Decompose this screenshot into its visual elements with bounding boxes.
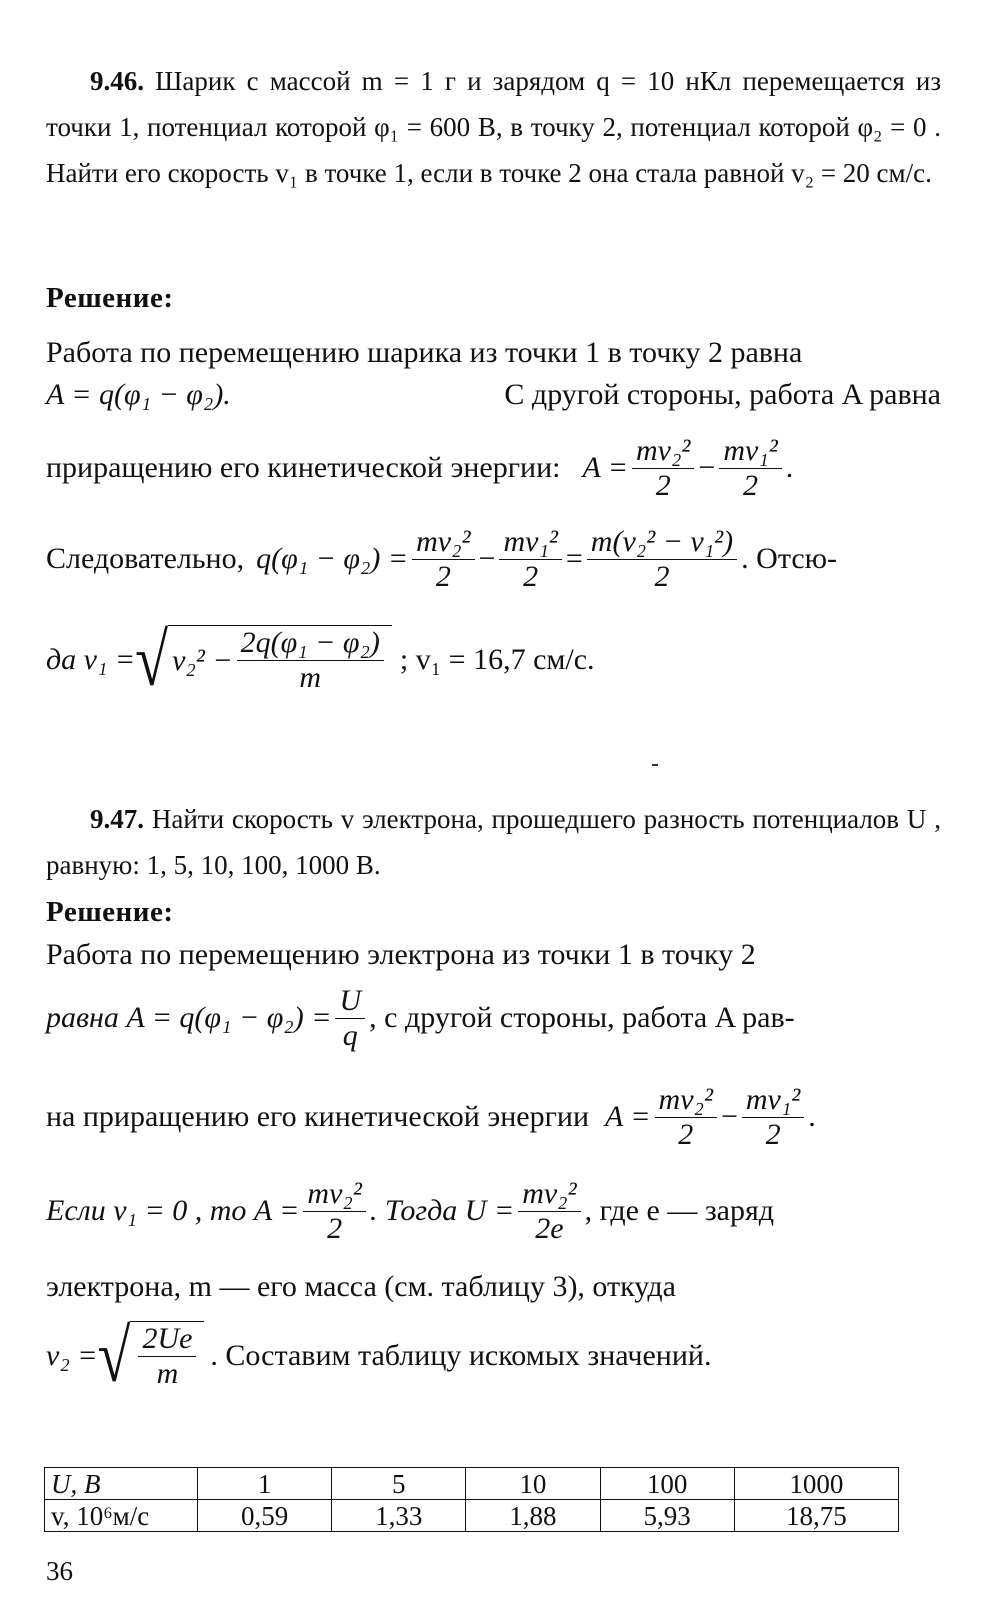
- text: Если v₁ = 0 , то A =: [46, 1194, 300, 1227]
- problem-number: 9.47.: [90, 804, 144, 834]
- numerator: 2q(φ₁ − φ₂): [237, 626, 384, 661]
- radical-sign: √: [135, 618, 169, 702]
- problem-number: 9.46.: [90, 66, 144, 96]
- formula-lhs: A =: [582, 451, 628, 484]
- solution-line: Работа по перемещению шарика из точки 1 в точку 2 равна: [46, 336, 803, 369]
- table-row: [45, 1468, 899, 1500]
- text: , где e — заряд: [584, 1194, 775, 1227]
- solution-line: [46, 1168, 941, 1254]
- text: . Составим таблицу искомых значений.: [210, 1339, 712, 1372]
- numerator: U: [335, 984, 365, 1019]
- text: Следовательно,: [46, 542, 245, 575]
- radicand: [130, 1321, 204, 1391]
- solution-line: Работа по перемещению электрона из точки 1 в точку 2: [46, 938, 756, 971]
- text: С другой стороны, работа A равна: [504, 378, 941, 411]
- fraction: [335, 984, 365, 1053]
- denominator: 2: [327, 1211, 343, 1245]
- fraction: [632, 434, 694, 503]
- numerator: mv₁²: [499, 525, 561, 560]
- solution-line: [46, 1308, 941, 1404]
- square-root: [135, 618, 392, 702]
- period: .: [808, 1100, 816, 1133]
- fraction: [499, 525, 561, 594]
- fraction: [518, 1177, 580, 1246]
- problem-9-46: [46, 58, 941, 196]
- text: приращению его кинетической энергии:: [46, 451, 561, 484]
- fraction: [237, 626, 384, 695]
- solution-line: [46, 1074, 941, 1160]
- solution-line: электрона, m — его масса (см. таблицу 3), откуда: [46, 1270, 676, 1303]
- text: , с другой стороны, работа A рав-: [369, 1001, 795, 1034]
- text: . Тогда U =: [369, 1194, 515, 1227]
- table-cell: 5: [332, 1468, 466, 1500]
- numerator: 2Ue: [138, 1322, 196, 1357]
- problem-text: Шарик с массой m = 1 г и зарядом q = 10 нКл перемещается из точки 1, потенциал которой φ₁ = 600 В, в точку 2, потенциал которой φ₂ = 0 . Найти его скорость v₁ в точке 1, если в точке 2 она стала равной v₂ = 20 см/с.: [46, 66, 941, 188]
- table-cell: 1,33: [332, 1500, 466, 1532]
- formula-lhs: A =: [605, 1100, 651, 1133]
- denominator: 2: [765, 1117, 781, 1151]
- solution-line: [46, 978, 941, 1058]
- formula-lhs: v₂ =: [46, 1339, 98, 1372]
- table-cell: 1,88: [466, 1500, 600, 1532]
- fraction: [587, 525, 737, 594]
- fraction: [303, 1177, 365, 1246]
- page-number: 36: [46, 1556, 73, 1586]
- solution-line: [46, 612, 941, 708]
- radical-sign: √: [97, 1314, 131, 1398]
- fraction: [655, 1083, 717, 1152]
- problem-text: Найти скорость v электрона, прошедшего разность потенциалов U , равную: 1, 5, 10, 100, 1000 В.: [46, 804, 941, 880]
- denominator: m: [156, 1357, 179, 1390]
- table-header-cell: v, 10⁶м/с: [45, 1500, 198, 1532]
- text: на приращению его кинетической энергии: [46, 1100, 590, 1133]
- term: v₂² −: [172, 643, 233, 677]
- problem-9-47: [46, 796, 941, 888]
- formula-lhs: равна A = q(φ₁ − φ₂) =: [46, 1001, 332, 1034]
- text: . Отсю-: [741, 542, 838, 575]
- fraction: [719, 434, 781, 503]
- minus: −: [478, 542, 496, 575]
- table-row: [45, 1500, 899, 1532]
- solution-line: [46, 366, 941, 424]
- fraction: [138, 1322, 196, 1391]
- numerator: mv₂²: [518, 1177, 580, 1212]
- denominator: 2: [678, 1117, 694, 1151]
- denominator: 2: [435, 559, 451, 593]
- period: .: [785, 451, 794, 484]
- formula: A = q(φ₁ − φ₂).: [46, 378, 231, 411]
- minus: −: [720, 1100, 738, 1133]
- solution-heading: Решение:: [46, 282, 174, 314]
- denominator: 2e: [535, 1211, 564, 1245]
- table-cell: 1: [198, 1468, 332, 1500]
- numerator: mv₂²: [655, 1083, 717, 1118]
- denominator: 2: [523, 559, 539, 593]
- solution-line: [46, 514, 941, 604]
- denominator: 2: [655, 468, 671, 502]
- solution-heading: Решение:: [46, 896, 174, 928]
- denominator: 2: [654, 559, 670, 593]
- fraction: [742, 1083, 804, 1152]
- numerator: m(v₂² − v₁²): [587, 525, 737, 560]
- numerator: mv₂²: [632, 434, 694, 469]
- table-cell: 5,93: [600, 1500, 734, 1532]
- table-cell: 1000: [734, 1468, 898, 1500]
- solution-line: [46, 424, 941, 512]
- radicand: [168, 625, 392, 695]
- table-cell: 0,59: [198, 1500, 332, 1532]
- table-cell: 18,75: [734, 1500, 898, 1532]
- formula-lhs: да v₁ =: [46, 643, 136, 676]
- minus: −: [698, 451, 716, 484]
- denominator: 2: [743, 468, 759, 502]
- numerator: mv₂²: [412, 525, 474, 560]
- numerator: mv₁²: [719, 434, 781, 469]
- square-root: [97, 1314, 205, 1398]
- table-cell: 10: [466, 1468, 600, 1500]
- fraction: [412, 525, 474, 594]
- result: ; v₁ = 16,7 см/с.: [399, 643, 595, 676]
- table-cell: 100: [600, 1468, 734, 1500]
- denominator: m: [299, 661, 322, 694]
- numerator: mv₁²: [742, 1083, 804, 1118]
- equals: =: [565, 542, 583, 575]
- numerator: mv₂²: [303, 1177, 365, 1212]
- values-table: [44, 1467, 899, 1532]
- formula-lhs: q(φ₁ − φ₂) =: [256, 542, 409, 575]
- denominator: q: [342, 1018, 358, 1052]
- table-header-cell: U, В: [45, 1468, 198, 1500]
- speck: [652, 764, 658, 766]
